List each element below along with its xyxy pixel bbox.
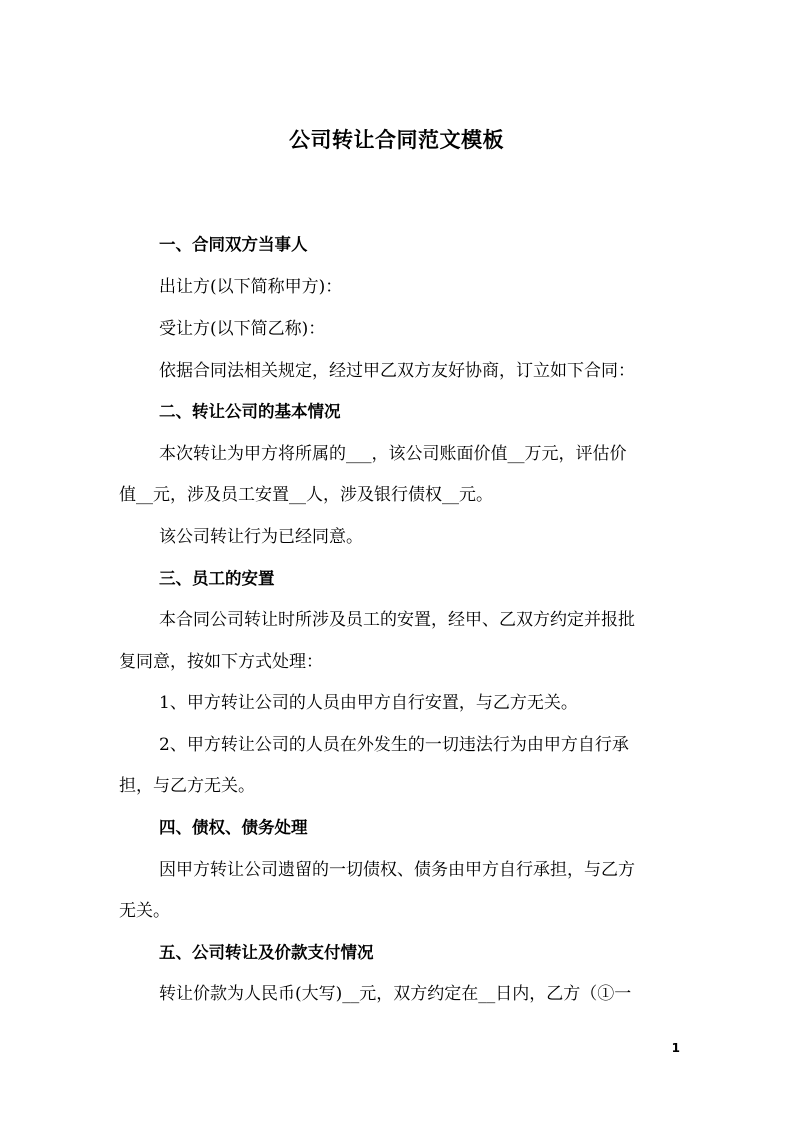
section-heading-3: 三、员工的安置 — [159, 569, 275, 588]
paragraph-line: 值__元，涉及员工安置__人，涉及银行债权__元。 — [119, 485, 493, 505]
section-heading-5: 五、公司转让及价款支付情况 — [159, 943, 374, 962]
paragraph-line: 无关。 — [119, 901, 170, 921]
paragraph-line: 依据合同法相关规定，经过甲乙双方友好协商，订立如下合同： — [159, 361, 635, 381]
paragraph-line: 出让方(以下简称甲方)： — [159, 277, 343, 297]
document-title: 公司转让合同范文模板 — [289, 128, 504, 152]
paragraph-line: 转让价款为人民币(大写)__元，双方约定在__日内，乙方（①一 — [159, 984, 632, 1004]
paragraph-line: 担，与乙方无关。 — [119, 776, 255, 796]
page-number: 1 — [671, 1041, 680, 1055]
paragraph-line: 因甲方转让公司遗留的一切债权、债务由甲方自行承担，与乙方 — [159, 860, 635, 880]
paragraph-line: 受让方(以下简乙称)： — [159, 319, 326, 339]
list-item: 2、甲方转让公司的人员在外发生的一切违法行为由甲方自行承 — [159, 735, 629, 755]
paragraph-line: 该公司转让行为已经同意。 — [159, 527, 363, 547]
section-heading-1: 一、合同双方当事人 — [159, 235, 308, 254]
section-heading-2: 二、转让公司的基本情况 — [159, 402, 341, 421]
paragraph-line: 复同意，按如下方式处理： — [119, 652, 323, 672]
list-item: 1、甲方转让公司的人员由甲方自行安置，与乙方无关。 — [159, 693, 578, 713]
paragraph-line: 本次转让为甲方将所属的___，该公司账面价值__万元，评估价 — [159, 444, 627, 464]
section-heading-4: 四、债权、债务处理 — [159, 818, 308, 837]
paragraph-line: 本合同公司转让时所涉及员工的安置，经甲、乙双方约定并报批 — [159, 610, 635, 630]
